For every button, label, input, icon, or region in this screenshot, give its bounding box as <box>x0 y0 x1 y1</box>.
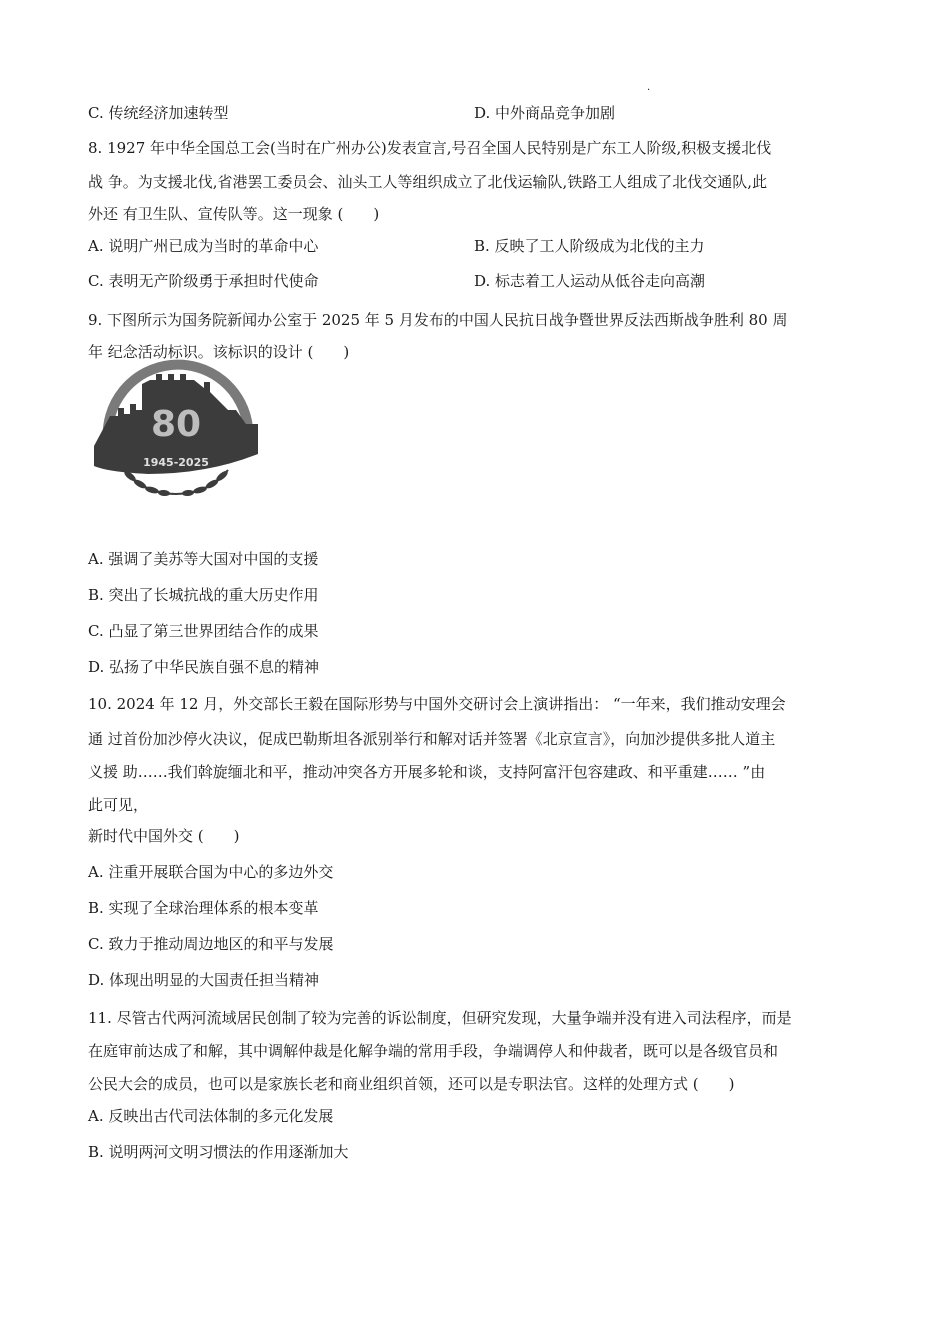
stray-dot: · <box>647 85 651 96</box>
q9-option-a[interactable]: A. 强调了美苏等大国对中国的支援 <box>88 550 319 568</box>
q10-option-b[interactable]: B. 实现了全球治理体系的根本变革 <box>88 899 319 917</box>
q10-stem-line-1: 10. 2024 年 12 月，外交部长王毅在国际形势与中国外交研讨会上演讲指出： “一年来，我们推动安理会 <box>88 695 786 713</box>
q9-stem-line-1: 9. 下图所示为国务院新闻办公室于 2025 年 5 月发布的中国人民抗日战争暨世界反法西斯战争胜利 80 周 <box>88 311 788 329</box>
q10-stem-line-2: 通 过首份加沙停火决议，促成巴勒斯坦各派别举行和解对话并签署《北京宣言》，向加沙提供多批人道主 <box>88 730 776 748</box>
q7-option-d[interactable]: D. 中外商品竞争加剧 <box>474 104 616 122</box>
q8-option-a[interactable]: A. 说明广州已成为当时的革命中心 <box>88 237 319 255</box>
q9-option-c[interactable]: C. 凸显了第三世界团结合作的成果 <box>88 622 319 640</box>
q10-stem-line-4: 此可见， <box>88 796 149 814</box>
q10-stem-line-3: 义援 助……我们斡旋缅北和平，推动冲突各方开展多轮和谈，支持阿富汗包容建政、和平重建…… ”由 <box>88 763 766 781</box>
q7-option-c[interactable]: C. 传统经济加速转型 <box>88 104 229 122</box>
q10-option-c[interactable]: C. 致力于推动周边地区的和平与发展 <box>88 935 334 953</box>
emblem-years: 1945-2025 <box>143 456 209 469</box>
q10-option-a[interactable]: A. 注重开展联合国为中心的多边外交 <box>88 863 334 881</box>
q11-option-a[interactable]: A. 反映出古代司法体制的多元化发展 <box>88 1107 334 1125</box>
q11-stem-line-1: 11. 尽管古代两河流域居民创制了较为完善的诉讼制度，但研究发现，大量争端并没有进入司法程序，而是 <box>88 1009 792 1027</box>
q8-stem-line-3: 外还 有卫生队、宣传队等。这一现象 ( ) <box>88 205 380 223</box>
anniversary-emblem <box>88 354 264 504</box>
q8-option-d[interactable]: D. 标志着工人运动从低谷走向高潮 <box>474 272 706 290</box>
q9-option-d[interactable]: D. 弘扬了中华民族自强不息的精神 <box>88 658 320 676</box>
q9-option-b[interactable]: B. 突出了长城抗战的重大历史作用 <box>88 586 319 604</box>
q8-option-b[interactable]: B. 反映了工人阶级成为北伐的主力 <box>474 237 705 255</box>
q8-option-c[interactable]: C. 表明无产阶级勇于承担时代使命 <box>88 272 319 290</box>
q8-stem-line-2: 战 争。为支援北伐,省港罢工委员会、汕头工人等组织成立了北伐运输队,铁路工人组成了北伐交通队,此 <box>88 173 768 191</box>
q9-stem-line-2: 年 纪念活动标识。该标识的设计 ( ) <box>88 343 350 361</box>
q10-stem-line-5: 新时代中国外交 ( ) <box>88 827 240 845</box>
q10-option-d[interactable]: D. 体现出明显的大国责任担当精神 <box>88 971 320 989</box>
emblem-number: 80 <box>150 404 202 445</box>
q11-stem-line-2: 在庭审前达成了和解，其中调解仲裁是化解争端的常用手段，争端调停人和仲裁者，既可以是各级官员和 <box>88 1042 779 1060</box>
q8-stem-line-1: 8. 1927 年中华全国总工会(当时在广州办公)发表宣言,号召全国人民特别是广东工人阶级,积极支援北伐 <box>88 139 772 157</box>
q11-stem-line-3: 公民大会的成员，也可以是家族长老和商业组织首领，还可以是专职法官。这样的处理方式 ( ) <box>88 1075 735 1093</box>
q11-option-b[interactable]: B. 说明两河文明习惯法的作用逐渐加大 <box>88 1143 349 1161</box>
